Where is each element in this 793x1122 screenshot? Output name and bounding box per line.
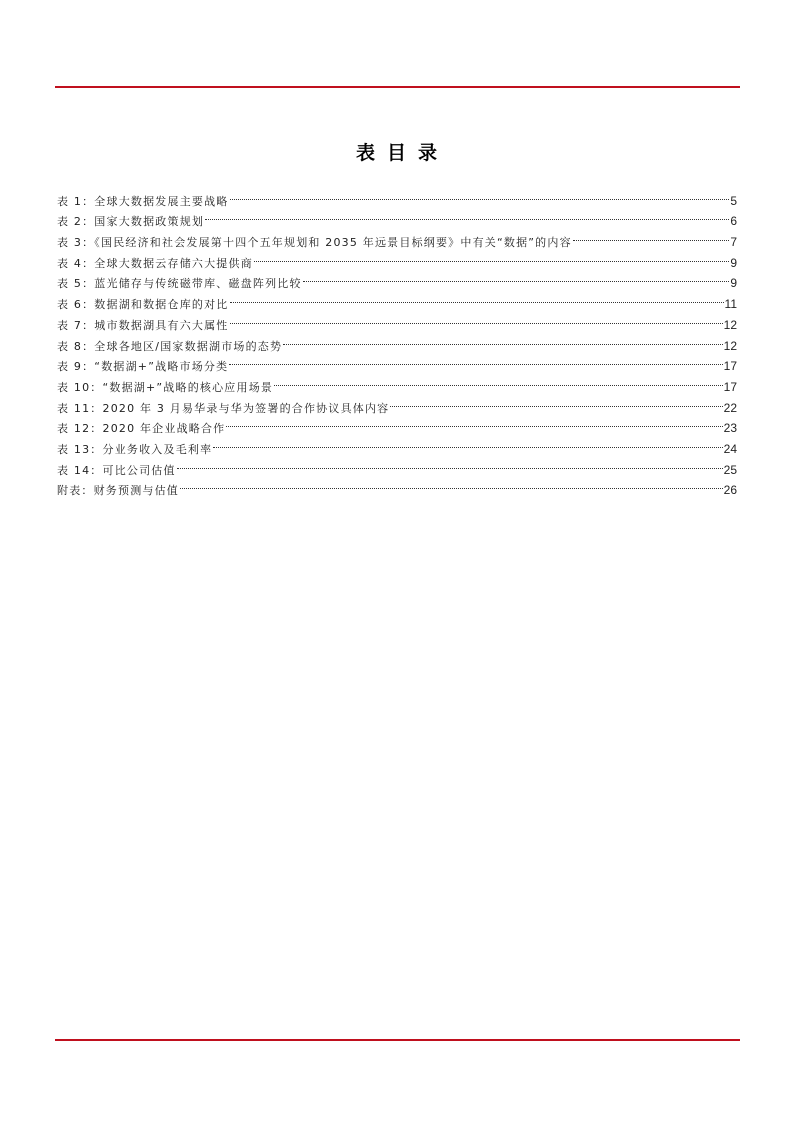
toc-leader-dots xyxy=(230,287,724,308)
toc-leader-dots xyxy=(205,205,729,226)
toc-leader-dots xyxy=(177,453,723,474)
toc-leader-dots xyxy=(254,246,729,267)
toc-leader-dots xyxy=(283,329,722,350)
toc-entry-page: 9 xyxy=(730,276,737,291)
toc-leader-dots xyxy=(274,370,723,391)
toc-entry-label: 表 8：全球各地区/国家数据湖市场的态势 xyxy=(57,339,283,353)
toc-entry-label: 表 3：《国民经济和社会发展第十四个五年规划和 2035 年远景目标纲要》中有关“数据”的内容 xyxy=(57,236,572,250)
toc-entry-page: 25 xyxy=(723,462,737,477)
toc-entry-label: 表 4：全球大数据云存储六大提供商 xyxy=(57,256,253,270)
toc-entry-page: 17 xyxy=(723,379,737,394)
toc-title: 表目录 xyxy=(355,142,449,164)
toc-entry-label: 表 12：2020 年企业战略合作 xyxy=(57,422,226,436)
toc-entry-label: 表 2：国家大数据政策规划 xyxy=(57,215,205,229)
toc-entry-label: 表 1：全球大数据发展主要战略 xyxy=(57,194,229,208)
toc-entry-label: 表 14：可比公司估值 xyxy=(57,463,176,477)
toc-entry-label: 表 5：蓝光储存与传统磁带库、磁盘阵列比较 xyxy=(57,277,302,291)
toc-entry-page: 5 xyxy=(730,193,737,208)
toc-entry-page: 7 xyxy=(730,235,737,250)
toc-leader-dots xyxy=(230,308,723,329)
toc-entry-page: 12 xyxy=(723,317,737,332)
toc-entry-page: 26 xyxy=(723,483,737,498)
toc-leader-dots xyxy=(303,267,730,288)
toc-entry-label: 表 9：“数据湖+”战略市场分类 xyxy=(57,360,229,374)
header-rule xyxy=(55,86,740,88)
toc-entry-page: 17 xyxy=(723,359,737,374)
toc-leader-dots xyxy=(213,432,722,453)
toc-leader-dots xyxy=(226,412,722,433)
footer-rule xyxy=(55,1039,740,1041)
toc-leader-dots xyxy=(229,350,722,371)
toc-entry-label: 表 11：2020 年 3 月易华录与华为签署的合作协议具体内容 xyxy=(57,401,390,415)
toc-leader-dots xyxy=(573,225,730,246)
toc-entry[interactable] xyxy=(57,184,737,208)
toc-entry-page: 22 xyxy=(723,400,737,415)
toc-entry-label: 表 7：城市数据湖具有六大属性 xyxy=(57,318,229,332)
toc-entry-label: 表 10：“数据湖+”战略的核心应用场景 xyxy=(57,380,274,394)
toc-entry-label: 表 13：分业务收入及毛利率 xyxy=(57,442,213,456)
toc-entry-page: 23 xyxy=(723,421,737,436)
toc-entry-page: 9 xyxy=(730,255,737,270)
toc-leader-dots xyxy=(390,391,722,412)
toc-leader-dots xyxy=(230,184,730,205)
toc-entry-page: 6 xyxy=(730,214,737,229)
toc-entry-label: 附表：财务预测与估值 xyxy=(57,484,179,498)
toc-entry-page: 24 xyxy=(723,441,737,456)
table-of-contents-list xyxy=(57,184,737,498)
toc-entry-page: 11 xyxy=(724,297,737,312)
toc-entry-page: 12 xyxy=(723,338,737,353)
toc-entry-label: 表 6：数据湖和数据仓库的对比 xyxy=(57,298,229,312)
toc-leader-dots xyxy=(180,474,723,495)
